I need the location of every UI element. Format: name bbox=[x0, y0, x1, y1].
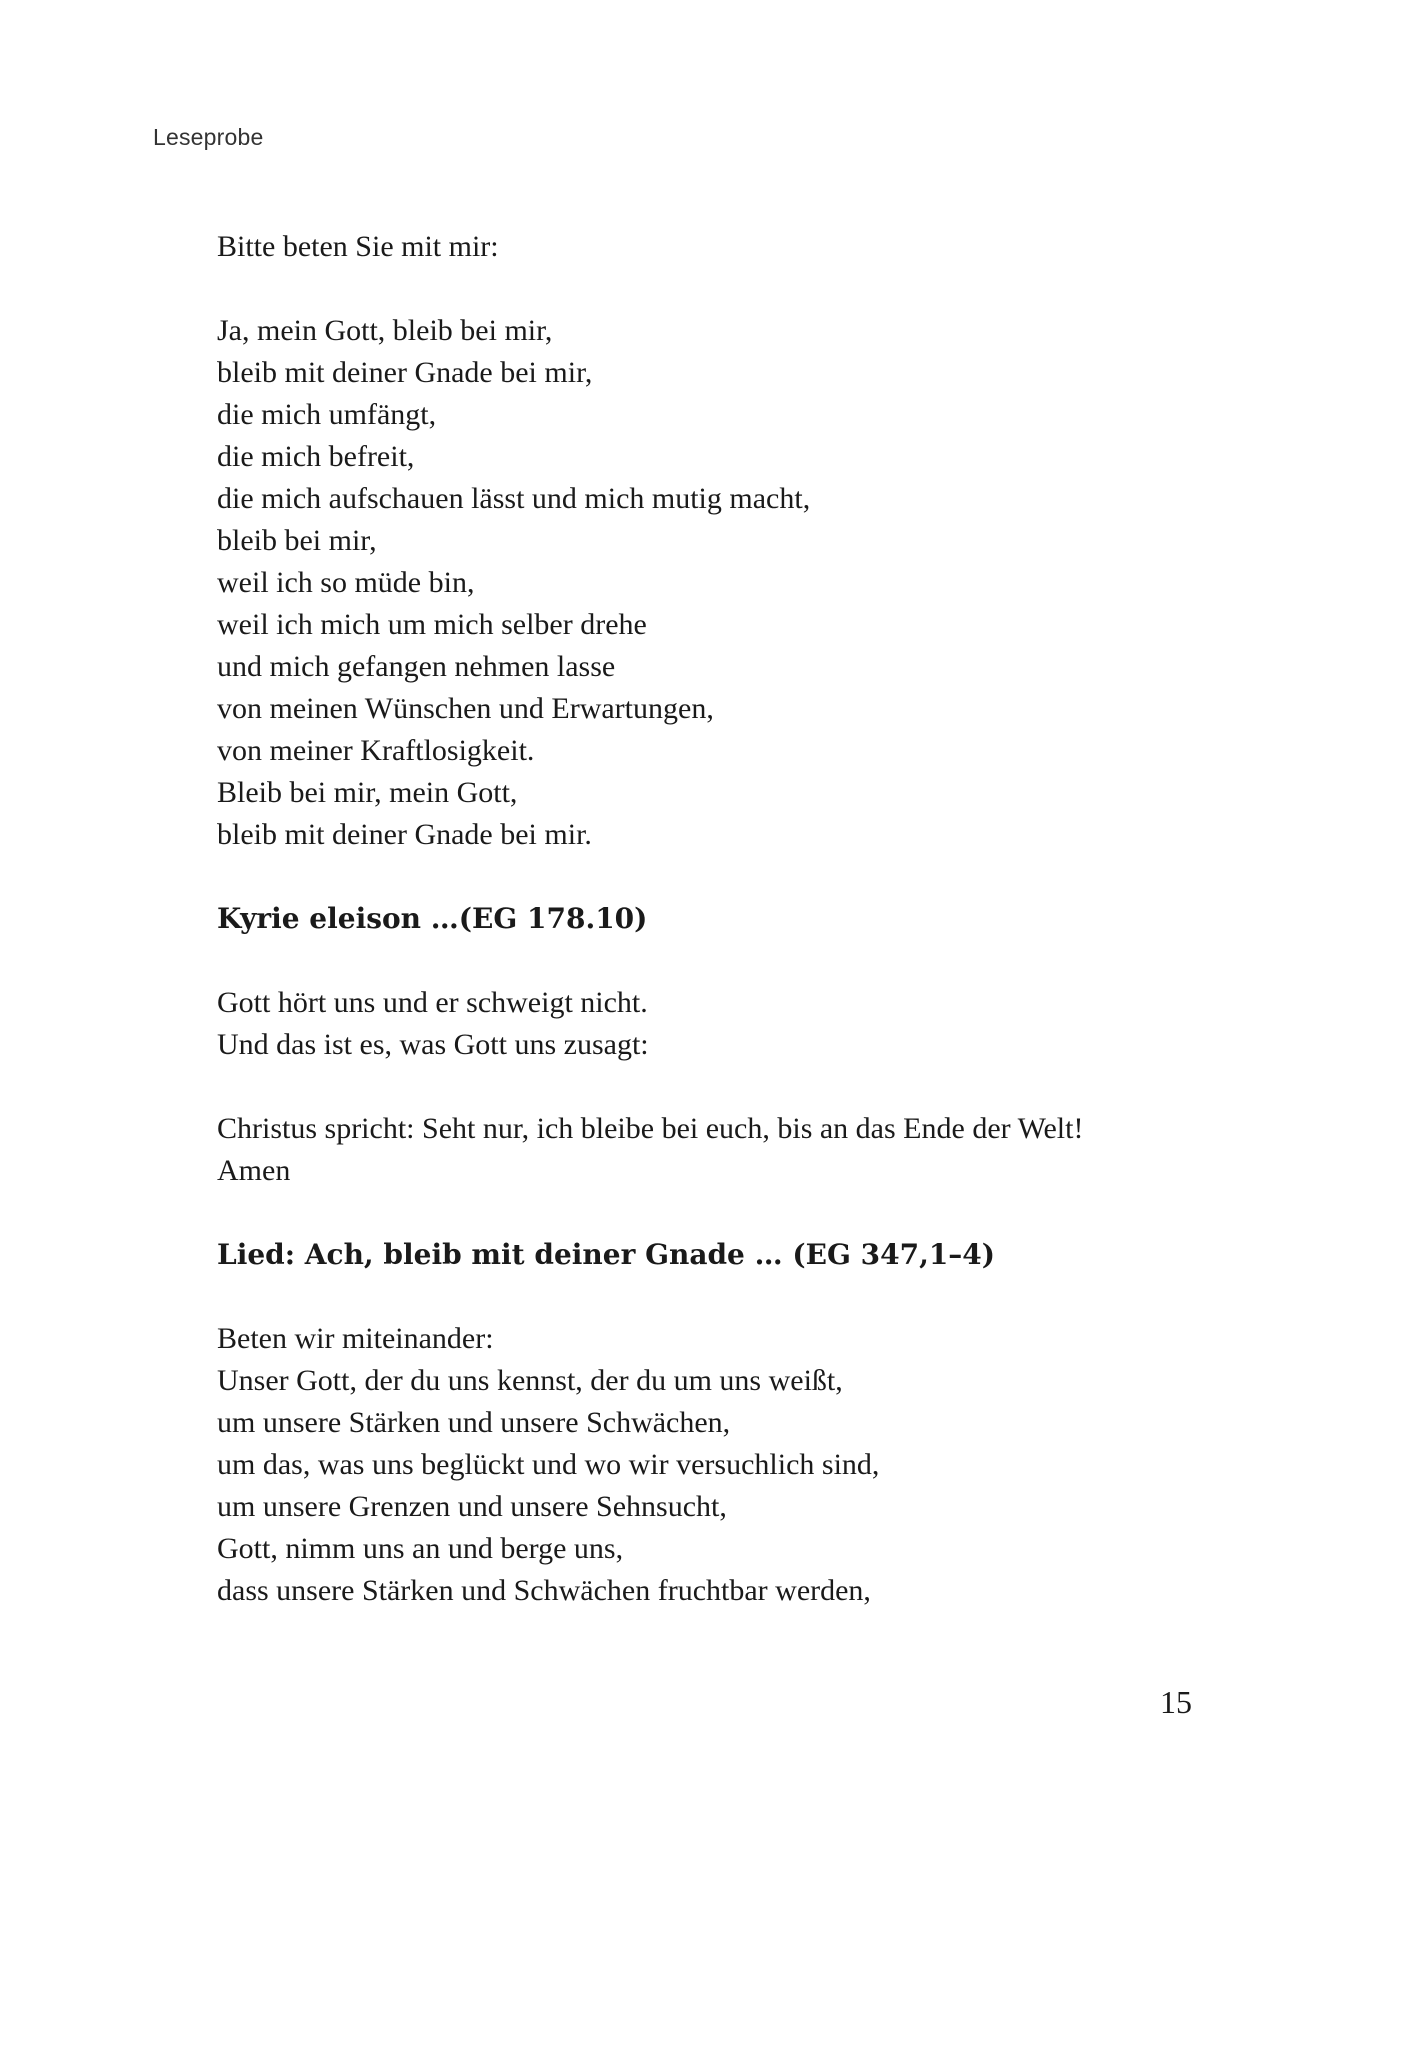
prayer-line: von meinen Wünschen und Erwartungen, bbox=[217, 692, 714, 725]
prayer-line: Unser Gott, der du uns kennst, der du um uns weißt, bbox=[217, 1364, 843, 1397]
prayer-line: die mich aufschauen lässt und mich mutig macht, bbox=[217, 482, 811, 515]
spacer bbox=[217, 1276, 1130, 1318]
prayer-line: bleib bei mir, bbox=[217, 524, 377, 557]
spacer bbox=[217, 1066, 1130, 1108]
prayer-line: und mich gefangen nehmen lasse bbox=[217, 650, 616, 683]
prayer-line: weil ich so müde bin, bbox=[217, 566, 475, 599]
prayer-line: die mich befreit, bbox=[217, 440, 415, 473]
spacer bbox=[217, 940, 1130, 982]
intro-line: Bitte beten Sie mit mir: bbox=[217, 230, 499, 263]
prayer-line: weil ich mich um mich selber drehe bbox=[217, 608, 647, 641]
assurance-line: Und das ist es, was Gott uns zusagt: bbox=[217, 1028, 649, 1061]
prayer-line: um das, was uns beglückt und wo wir versuchlich sind, bbox=[217, 1448, 880, 1481]
prayer-line: Gott, nimm uns an und berge uns, bbox=[217, 1532, 624, 1565]
prayer-together bbox=[217, 1318, 1130, 1612]
prayer-line: die mich umfängt, bbox=[217, 398, 437, 431]
prayer-line: Bleib bei mir, mein Gott, bbox=[217, 776, 518, 809]
running-header: Leseprobe bbox=[153, 124, 264, 150]
page-body bbox=[217, 226, 1130, 1612]
spacer bbox=[217, 1192, 1130, 1234]
assurance-line: Gott hört uns und er schweigt nicht. bbox=[217, 986, 648, 1019]
prayer-line: bleib mit deiner Gnade bei mir. bbox=[217, 818, 592, 851]
spacer bbox=[217, 856, 1130, 898]
spacer bbox=[217, 268, 1130, 310]
page-number: 15 bbox=[1160, 1684, 1192, 1720]
prayer-confession bbox=[217, 310, 1130, 856]
prayer-line: Ja, mein Gott, bleib bei mir, bbox=[217, 314, 553, 347]
assurance-section bbox=[217, 982, 1130, 1192]
prayer-line: um unsere Grenzen und unsere Sehnsucht, bbox=[217, 1490, 727, 1523]
prayer-line: von meiner Kraftlosigkeit. bbox=[217, 734, 535, 767]
song-heading: Lied: Ach, bleib mit deiner Gnade … (EG 347,1–4) bbox=[217, 1238, 996, 1271]
prayer-line: bleib mit deiner Gnade bei mir, bbox=[217, 356, 593, 389]
prayer-line: dass unsere Stärken und Schwächen fruchtbar werden, bbox=[217, 1574, 871, 1607]
amen-line: Amen bbox=[217, 1154, 291, 1187]
christ-quote: Christus spricht: Seht nur, ich bleibe bei euch, bis an das Ende der Welt! bbox=[217, 1112, 1084, 1145]
prayer-line: Beten wir miteinander: bbox=[217, 1322, 494, 1355]
kyrie-heading: Kyrie eleison …(EG 178.10) bbox=[217, 902, 648, 935]
prayer-line: um unsere Stärken und unsere Schwächen, bbox=[217, 1406, 731, 1439]
